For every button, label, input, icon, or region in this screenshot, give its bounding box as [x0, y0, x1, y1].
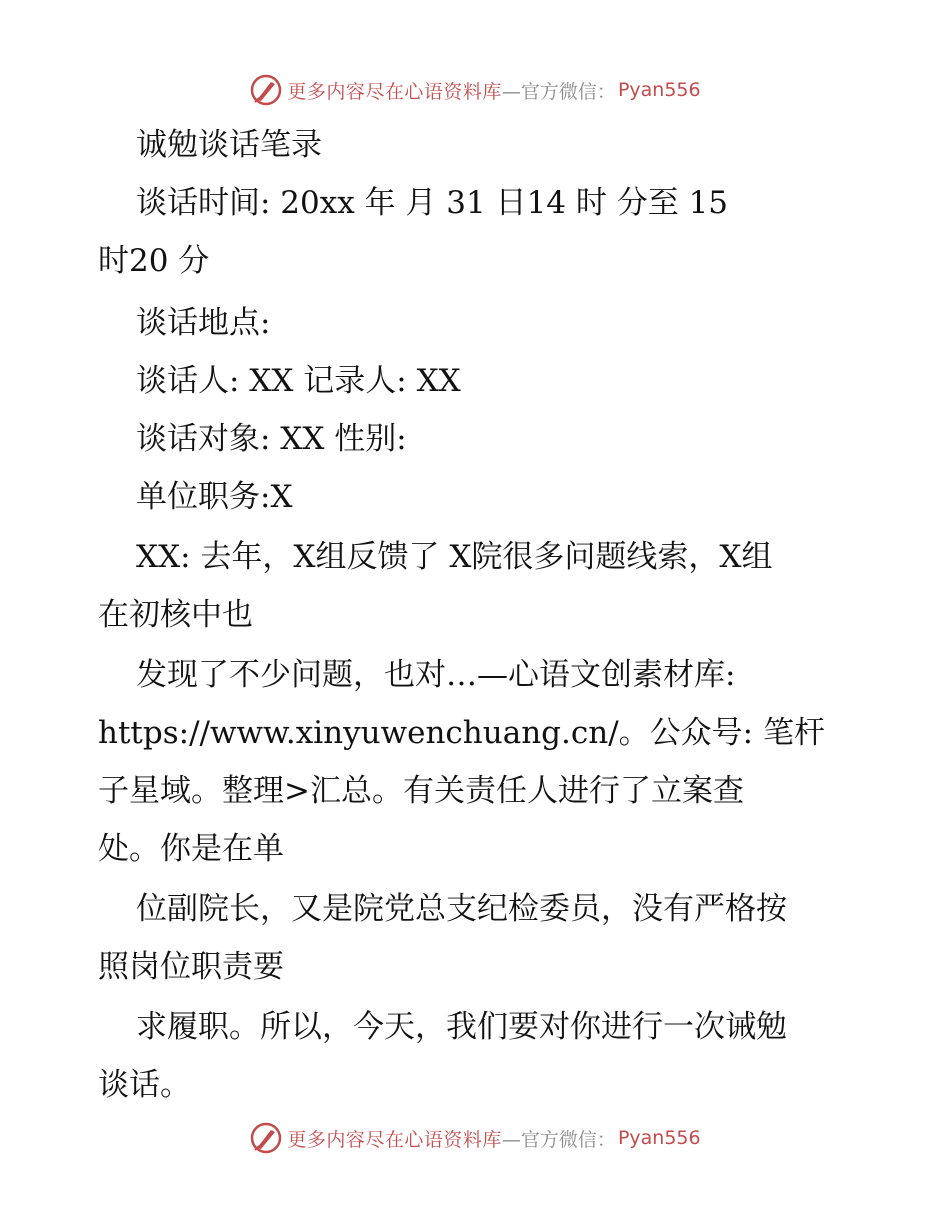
doc-paragraph-line: 子星域。整理>汇总。有关责任人进行了立案查 — [98, 773, 744, 809]
doc-paragraph-line: 谈话。 — [98, 1067, 191, 1103]
quill-pen-icon — [249, 73, 283, 107]
doc-paragraph-line: XX: 去年，X组反馈了 X院很多问题线索，X组 — [136, 539, 773, 575]
doc-title: 诚勉谈话笔录 — [136, 127, 322, 163]
doc-line-subject: 谈话对象: XX 性别: — [136, 421, 407, 457]
watermark-separator: —官方微信： — [501, 1128, 616, 1151]
doc-line-place: 谈话地点: — [136, 305, 271, 341]
header-watermark — [0, 70, 950, 110]
doc-line-position: 单位职务:X — [136, 479, 293, 515]
doc-paragraph-line: 处。你是在单 — [98, 831, 284, 867]
doc-paragraph-line: 在初核中也 — [98, 597, 253, 633]
doc-paragraph-line: 照岗位职责要 — [98, 949, 284, 985]
watermark-separator: —官方微信： — [501, 80, 616, 103]
doc-paragraph-line: 求履职。所以，今天，我们要对你进行一次诫勉 — [136, 1009, 787, 1045]
doc-line-persons: 谈话人: XX 记录人: XX — [136, 363, 461, 399]
doc-paragraph-line: 位副院长，又是院党总支纪检委员，没有严格按 — [136, 891, 787, 927]
watermark-main-text: 更多内容尽在心语资料库 — [287, 80, 502, 103]
doc-paragraph-line: https://www.xinyuwenchuang.cn/。公众号: 笔杆 — [98, 715, 825, 751]
footer-watermark — [0, 1118, 950, 1158]
doc-line-time-end: 时20 分 — [98, 243, 210, 279]
doc-paragraph-line: 发现了不少问题，也对…—心语文创素材库: — [136, 657, 736, 693]
quill-pen-icon — [249, 1121, 283, 1155]
watermark-wechat-id: Pyan556 — [617, 1127, 701, 1149]
watermark-wechat-id: Pyan556 — [617, 79, 701, 101]
doc-line-time: 谈话时间: 20xx 年 月 31 日14 时 分至 15 — [136, 185, 729, 221]
watermark-main-text: 更多内容尽在心语资料库 — [287, 1128, 502, 1151]
